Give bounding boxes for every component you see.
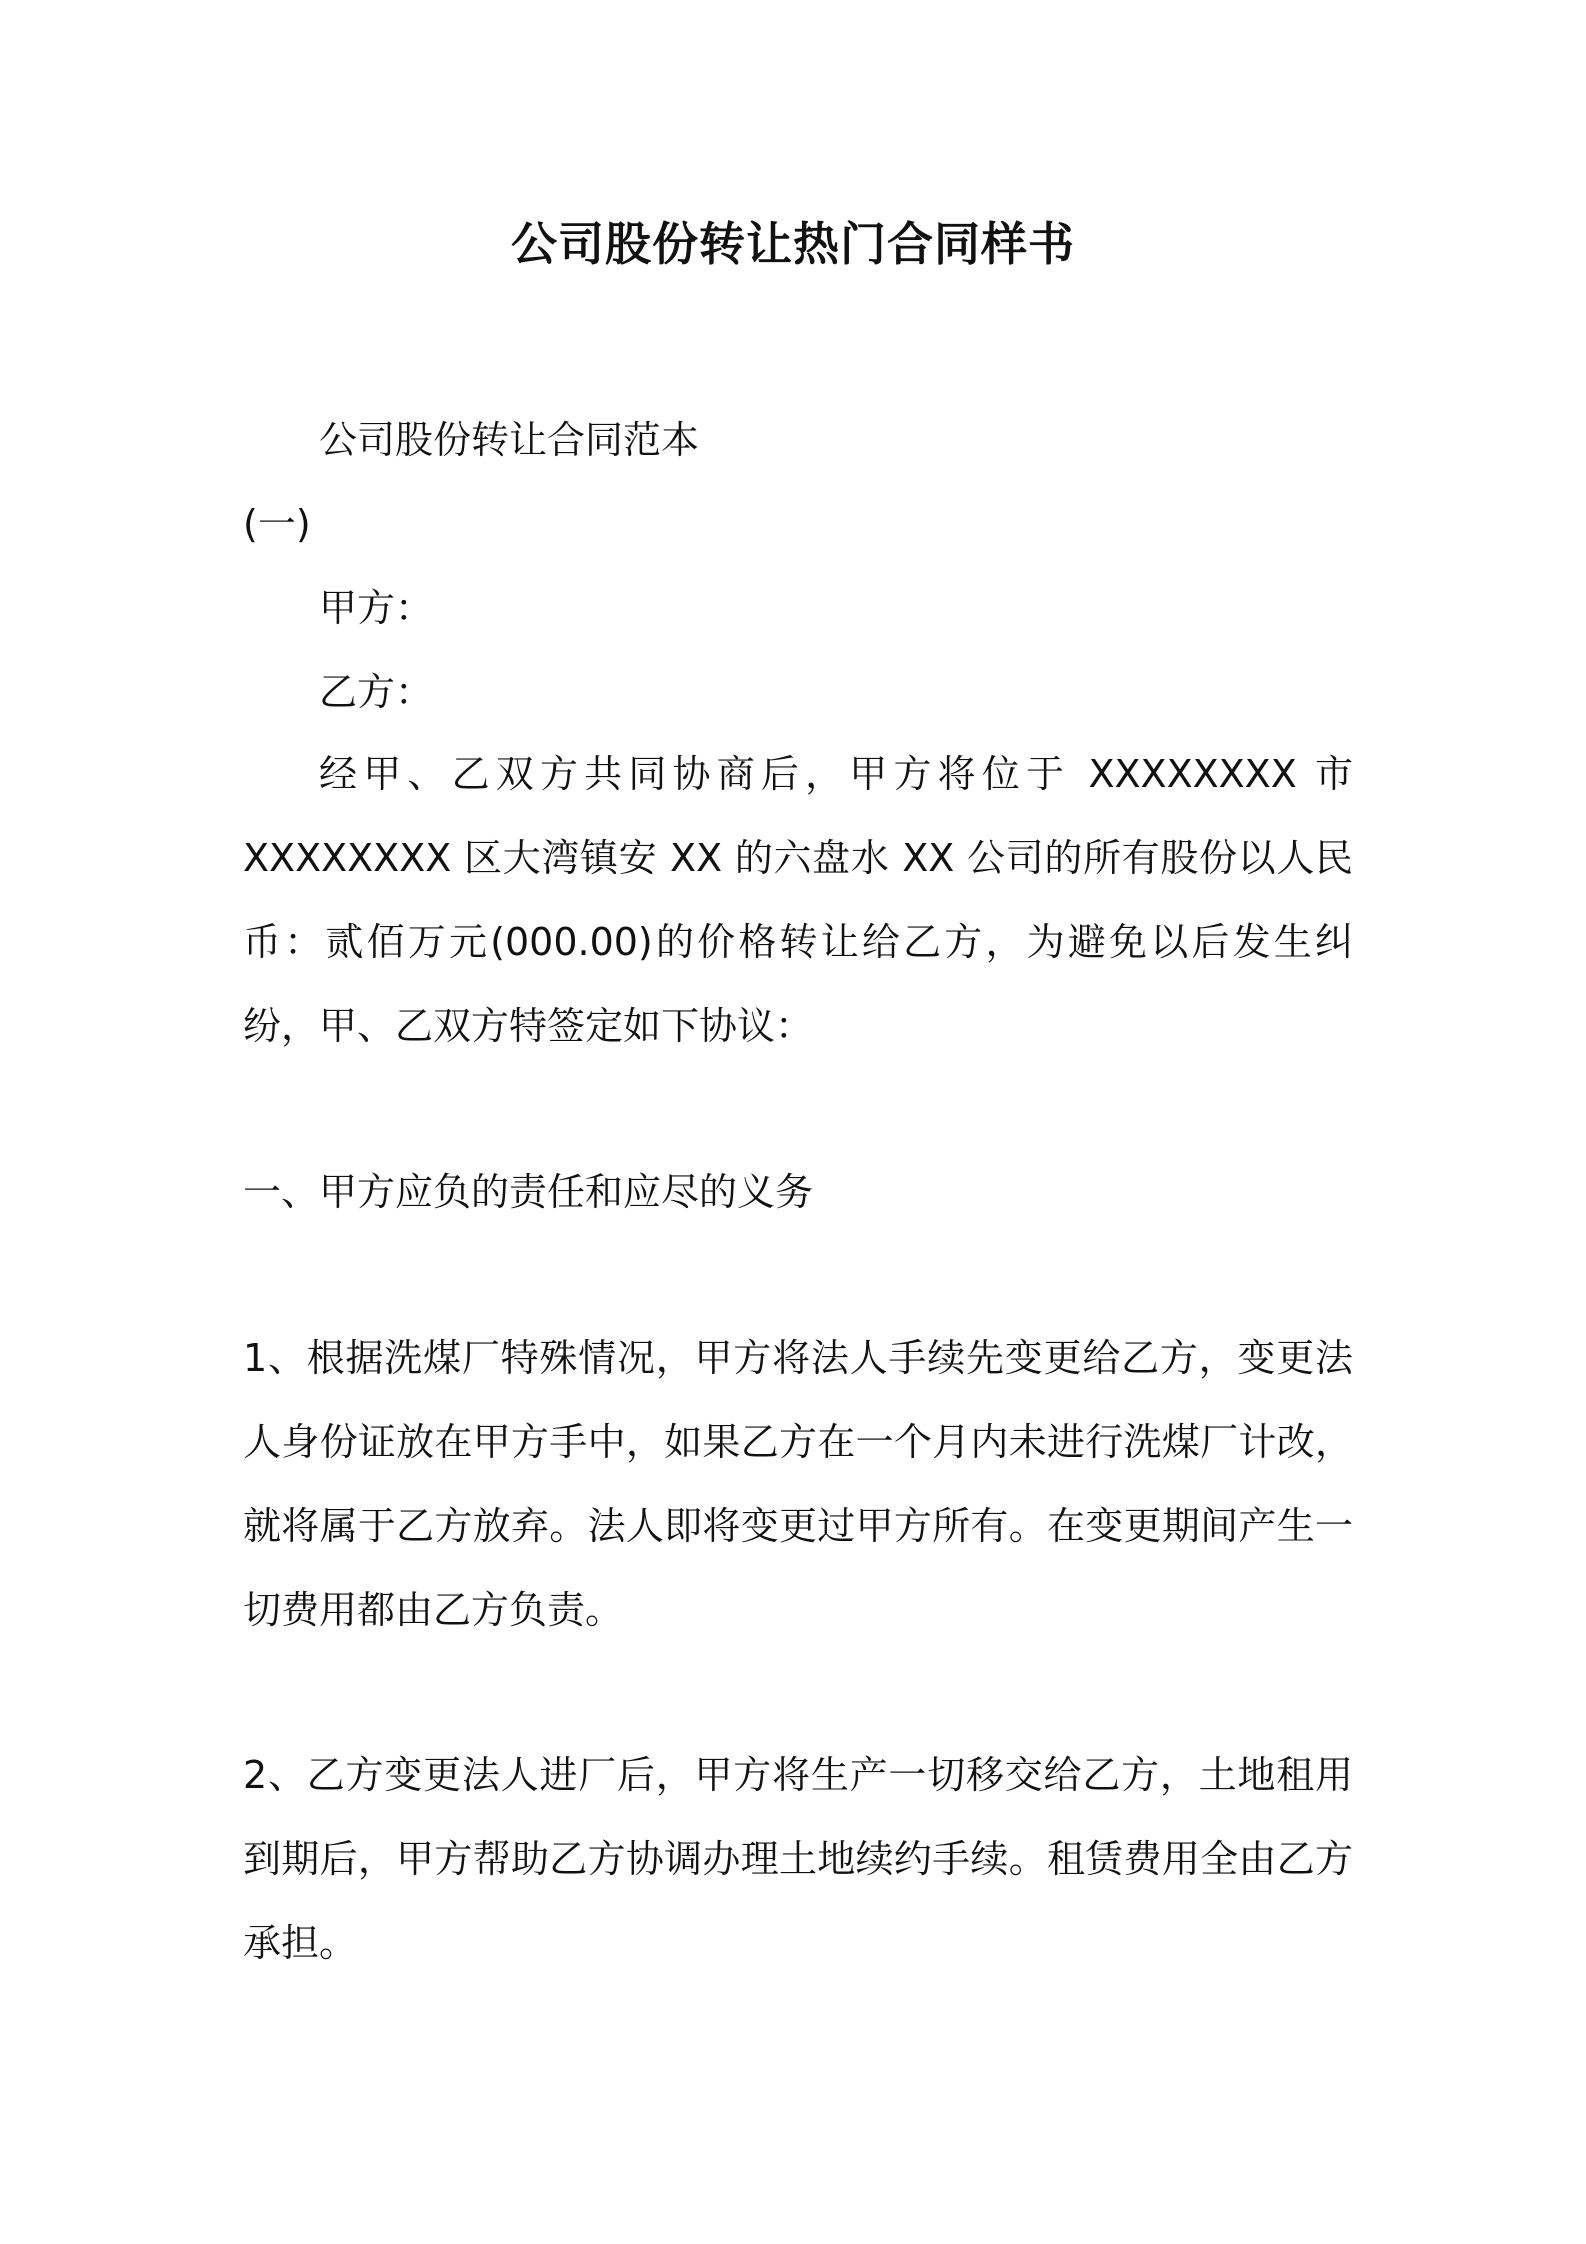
section-heading-1: 一、甲方应负的责任和应尽的义务 — [243, 1170, 814, 1214]
clause-2: 2、乙方变更法人进厂后，甲方将生产一切移交给乙方，土地租用到期后，甲方帮助乙方协调办理土地续约手续。租赁费用全由乙方承担。 — [243, 1753, 1353, 1965]
intro-paragraph: 经甲、乙双方共同协商后，甲方将位于 XXXXXXXX 市 XXXXXXXX 区大湾镇安 XX 的六盘水 XX 公司的所有股份以人民币：贰佰万元(000.00)的价格转让给乙方，为避免以后发生纠纷，甲、乙双方特签定如下协议： — [243, 752, 1353, 1048]
section-marker: (一) — [243, 502, 311, 546]
party-a-label: 甲方： — [319, 586, 434, 630]
party-b-label: 乙方： — [319, 670, 434, 714]
clause-1: 1、根据洗煤厂特殊情况，甲方将法人手续先变更给乙方，变更法人身份证放在甲方手中，如果乙方在一个月内未进行洗煤厂计改，就将属于乙方放弃。法人即将变更过甲方所有。在变更期间产生一切费用都由乙方负责。 — [243, 1336, 1353, 1632]
document-subtitle: 公司股份转让合同范本 — [319, 418, 700, 462]
document-title: 公司股份转让热门合同样书 — [511, 217, 1075, 271]
